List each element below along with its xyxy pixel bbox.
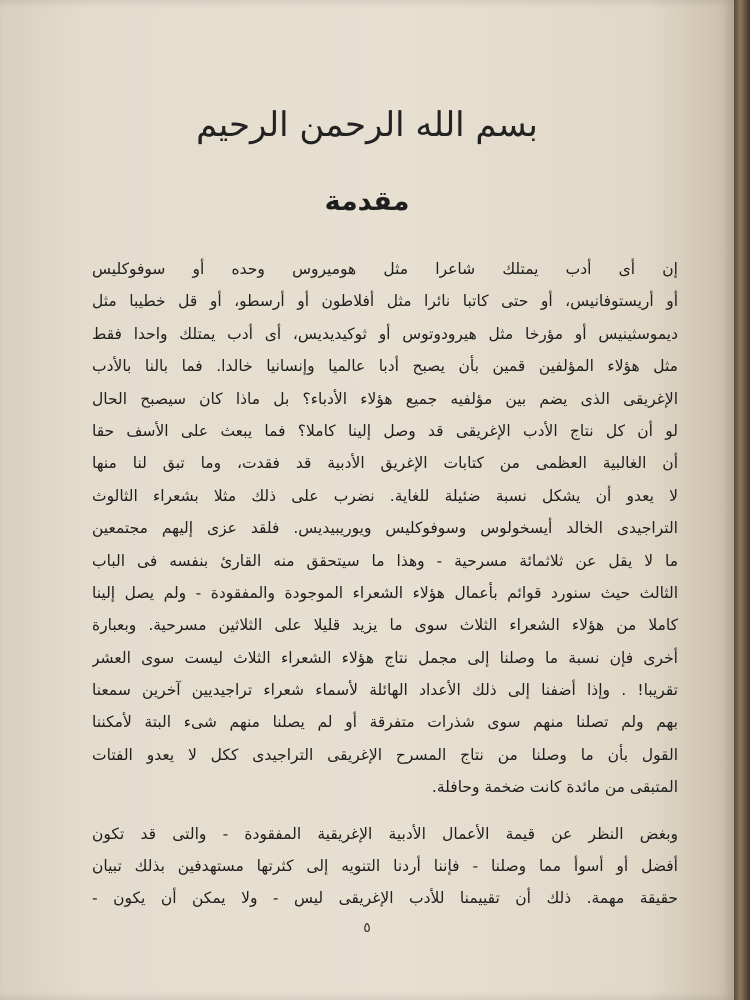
- text-line: أخرى فإن نسبة ما وصلنا إلى مجمل نتاج هؤلاء الشعراء الثلاث ليست سوى العشر: [92, 648, 678, 667]
- paragraph-gap: [92, 804, 678, 818]
- text-line: مثل هؤلاء المؤلفين قمين بأن يصبح أدبا عالميا وإنسانيا خالدا. فما بالنا بالأدب: [92, 357, 678, 376]
- text-line: الإغريقى الذى يضم بين مؤلفيه جميع هؤلاء الأدباء؟ بل ماذا كان سيصبح الحال: [92, 389, 678, 408]
- text-line: لو أن كل نتاج الأدب الإغريقى قد وصل إلينا كاملا؟ فما يبعث على الأسف حقا: [92, 421, 678, 440]
- text-line: أفضل أو أسوأ مما وصلنا - فإننا أردنا التنويه إلى كثرتها مستهدفين بذلك تبيان: [92, 857, 678, 876]
- book-spine-edge: [734, 0, 750, 1000]
- paragraph-2: [92, 818, 678, 915]
- page-title: مقدمة: [324, 186, 410, 217]
- text-line: لا يعدو أن يشكل نسبة ضئيلة للغاية. نضرب على ذلك مثلا بشعراء الثالوث: [92, 486, 678, 505]
- text-line: ديموسثينيس أو مؤرخا مثل هيرودوتوس أو ثوكيديديس، أى أدب يمتلك واحدا فقط: [92, 324, 678, 343]
- text-line: الثالث حيث سنورد قوائم بأعمال هؤلاء الشعراء الموجودة والمفقودة - ولم يصل إلينا: [92, 583, 678, 602]
- text-line: بهم ولم تصلنا منهم سوى شذرات متفرقة أو لم يصلنا منهم شىء البتة لأمكننا: [92, 713, 678, 732]
- page-number: ٥: [363, 920, 371, 936]
- text-line: أو أريستوفانيس، أو حتى كاتبا نائرا مثل أفلاطون أو أرسطو، أو قل خطيبا مثل: [92, 292, 678, 311]
- text-line: كاملا من هؤلاء الشعراء الثلاث سوى ما يزيد قليلا على الثلاثين مسرحية. وبعبارة: [92, 616, 678, 635]
- basmala-heading: بسم الله الرحمن الرحيم: [196, 105, 538, 145]
- text-line: التراجيدى الخالد أيسخولوس وسوفوكليس ويوريبيديس. فلقد عزى إليهم مجتمعين: [92, 519, 678, 538]
- text-line: ما لا يقل عن ثلاثمائة مسرحية - وهذا ما سيتحقق منه القارئ بنفسه فى الباب: [92, 551, 678, 570]
- text-line: تقريبا! . وإذا أضفنا إلى ذلك الأعداد الهائلة لأسماء شعراء تراجيديين آخرين سمعنا: [92, 681, 678, 700]
- paragraph-1: [92, 253, 678, 804]
- text-line: حقيقة مهمة. ذلك أن تقييمنا للأدب الإغريقى ليس - ولا يمكن أن يكون -: [92, 889, 678, 908]
- text-line: القول بأن ما وصلنا من نتاج المسرح الإغريقى التراجيدى ككل لا يعدو الفتات: [92, 745, 678, 764]
- text-line: وبغض النظر عن قيمة الأعمال الأدبية الإغريقية المفقودة - والتى قد تكون: [92, 824, 678, 843]
- body-text: [92, 253, 678, 915]
- text-line: المتبقى من مائدة كانت ضخمة وحافلة.: [431, 778, 678, 797]
- text-line: إن أى أدب يمتلك شاعرا مثل هوميروس وحده أو سوفوكليس: [92, 260, 678, 278]
- text-line: أن الغالبية العظمى من كتابات الإغريق الأدبية قد فقدت، وما تبق لنا منها: [92, 454, 678, 473]
